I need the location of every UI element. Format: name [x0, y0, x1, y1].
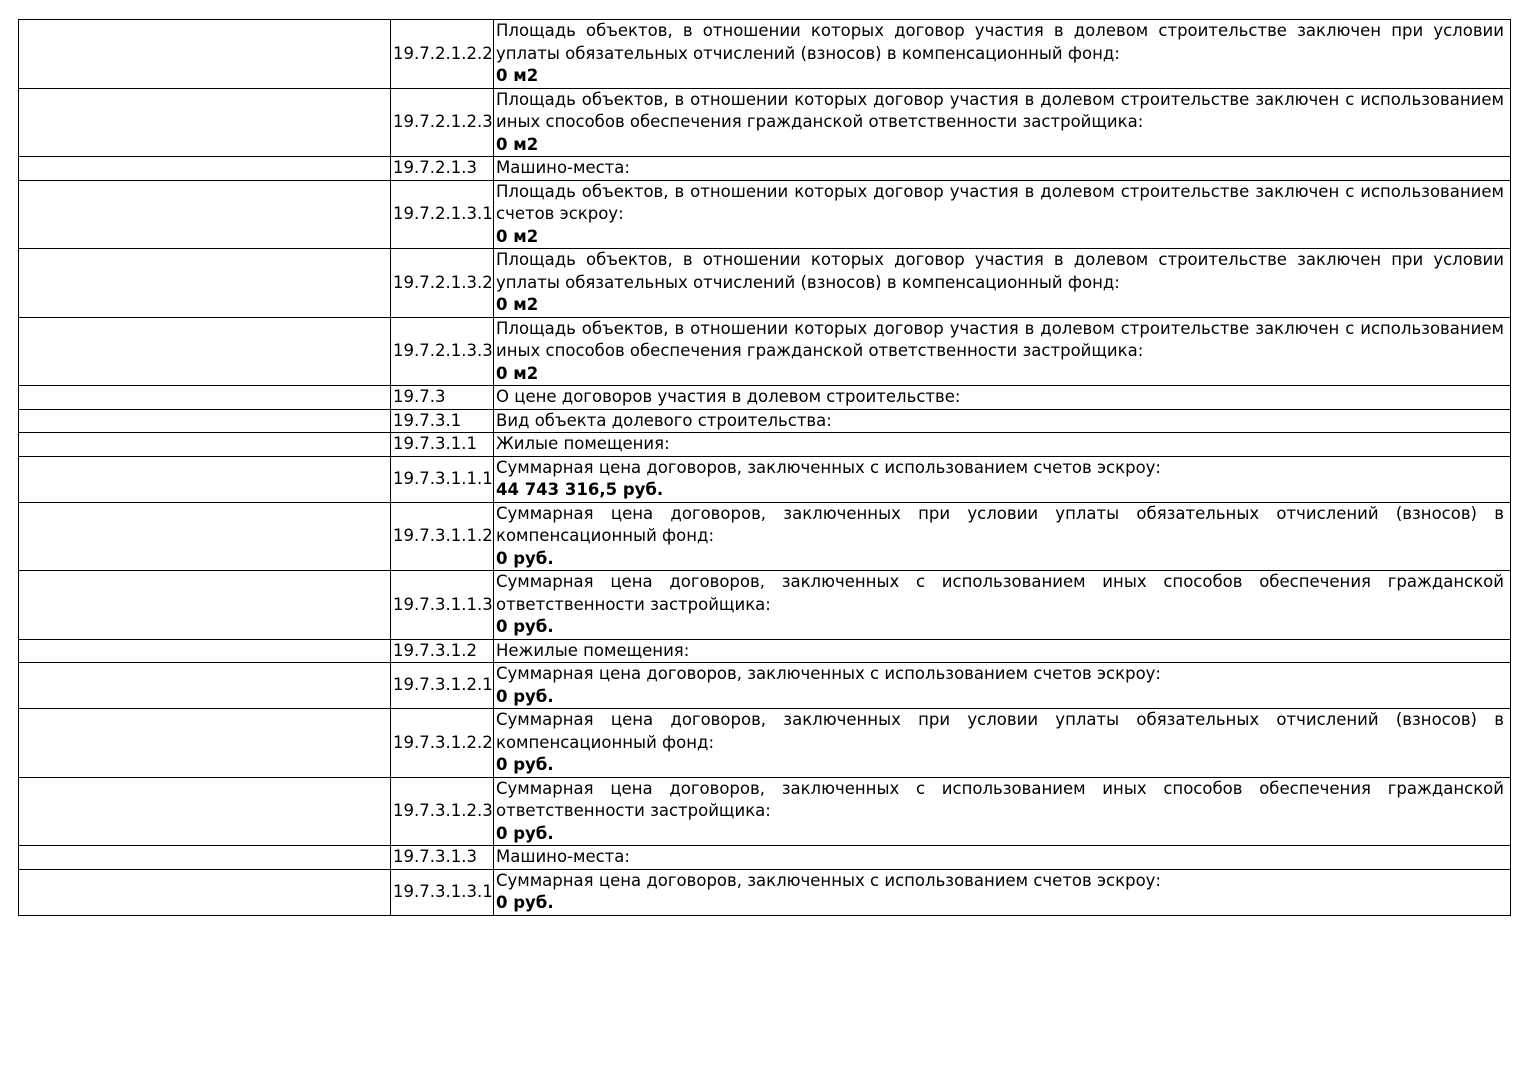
table-row [19, 180, 1511, 249]
table-row [19, 20, 1511, 89]
item-code: 19.7.3.1.3.1 [391, 869, 494, 915]
item-code: 19.7.2.1.2.2 [391, 20, 494, 89]
item-label: Суммарная цена договоров, заключенных при условии уплаты обязательных отчислений (взносов) в компенсационный фонд: [496, 710, 1504, 752]
item-code: 19.7.3.1.1.1 [391, 456, 494, 502]
empty-cell [19, 180, 391, 249]
document-page [18, 19, 1511, 916]
item-code: 19.7.3 [391, 386, 494, 410]
item-label: Вид объекта долевого строительства: [496, 410, 832, 430]
table-row [19, 88, 1511, 157]
table-row [19, 317, 1511, 386]
table-row [19, 157, 1511, 181]
empty-cell [19, 869, 391, 915]
item-code: 19.7.3.1.1.3 [391, 571, 494, 640]
item-value: 0 руб. [496, 686, 554, 706]
item-code: 19.7.3.1.1.2 [391, 502, 494, 571]
item-description-cell [494, 180, 1511, 249]
item-description-cell [494, 777, 1511, 846]
item-label: Площадь объектов, в отношении которых договор участия в долевом строительстве заключен при условии уплаты обязательных отчислений (взносов) в компенсационный фонд: [496, 21, 1504, 63]
item-description-cell [494, 409, 1511, 433]
item-label: Площадь объектов, в отношении которых договор участия в долевом строительстве заключен при условии уплаты обязательных отчислений (взносов) в компенсационный фонд: [496, 250, 1504, 292]
info-table-body [19, 20, 1511, 916]
item-description-cell [494, 502, 1511, 571]
table-row [19, 709, 1511, 778]
empty-cell [19, 249, 391, 318]
item-value: 0 м2 [496, 295, 539, 314]
item-code: 19.7.3.1.3 [391, 846, 494, 870]
item-value: 0 руб. [496, 548, 554, 568]
item-value: 0 руб. [496, 893, 554, 912]
item-label: Нежилые помещения: [496, 640, 690, 660]
item-code: 19.7.3.1 [391, 409, 494, 433]
empty-cell [19, 157, 391, 181]
empty-cell [19, 846, 391, 870]
empty-cell [19, 663, 391, 709]
item-label: Суммарная цена договоров, заключенных с использованием счетов эскроу: [496, 457, 1161, 477]
item-code: 19.7.2.1.2.3 [391, 88, 494, 157]
item-label: Машино-места: [496, 158, 630, 177]
item-description-cell [494, 433, 1511, 457]
item-code: 19.7.2.1.3 [391, 157, 494, 181]
item-description-cell [494, 663, 1511, 709]
empty-cell [19, 502, 391, 571]
item-value: 44 743 316,5 руб. [496, 480, 664, 499]
item-value: 0 руб. [496, 617, 554, 636]
item-label: О цене договоров участия в долевом строительстве: [496, 387, 961, 406]
empty-cell [19, 639, 391, 663]
empty-cell [19, 409, 391, 433]
item-code: 19.7.3.1.2.1 [391, 663, 494, 709]
item-label: Суммарная цена договоров, заключенных с использованием счетов эскроу: [496, 664, 1161, 683]
item-value: 0 руб. [496, 755, 554, 774]
item-label: Площадь объектов, в отношении которых договор участия в долевом строительстве заключен с использованием иных способов обеспечения гражданской ответственности застройщика: [496, 318, 1504, 360]
item-label: Площадь объектов, в отношении которых договор участия в долевом строительстве заключен с использованием счетов эскроу: [496, 181, 1504, 223]
item-description-cell [494, 846, 1511, 870]
item-label: Суммарная цена договоров, заключенных при условии уплаты обязательных отчислений (взносов) в компенсационный фонд: [496, 503, 1504, 545]
item-description-cell [494, 571, 1511, 640]
info-table [18, 19, 1511, 916]
table-row [19, 571, 1511, 640]
item-label: Жилые помещения: [496, 434, 670, 453]
empty-cell [19, 317, 391, 386]
item-description-cell [494, 157, 1511, 181]
item-code: 19.7.2.1.3.2 [391, 249, 494, 318]
item-code: 19.7.3.1.2 [391, 639, 494, 663]
item-value: 0 руб. [496, 823, 554, 843]
item-value: 0 м2 [496, 66, 539, 85]
item-label: Машино-места: [496, 847, 630, 866]
item-label: Суммарная цена договоров, заключенных с использованием иных способов обеспечения гражданской ответственности застройщика: [496, 572, 1504, 614]
table-row [19, 639, 1511, 663]
item-label: Суммарная цена договоров, заключенных с использованием иных способов обеспечения гражданской ответственности застройщика: [496, 778, 1504, 820]
table-row [19, 869, 1511, 915]
empty-cell [19, 777, 391, 846]
table-row [19, 249, 1511, 318]
table-row [19, 386, 1511, 410]
item-description-cell [494, 639, 1511, 663]
item-code: 19.7.3.1.2.2 [391, 709, 494, 778]
item-code: 19.7.2.1.3.1 [391, 180, 494, 249]
item-description-cell [494, 456, 1511, 502]
item-code: 19.7.3.1.2.3 [391, 777, 494, 846]
empty-cell [19, 88, 391, 157]
item-description-cell [494, 709, 1511, 778]
item-description-cell [494, 386, 1511, 410]
table-row [19, 502, 1511, 571]
item-value: 0 м2 [496, 134, 539, 154]
table-row [19, 409, 1511, 433]
item-label: Суммарная цена договоров, заключенных с использованием счетов эскроу: [496, 870, 1161, 890]
item-code: 19.7.2.1.3.3 [391, 317, 494, 386]
table-row [19, 777, 1511, 846]
item-description-cell [494, 88, 1511, 157]
item-description-cell [494, 20, 1511, 89]
table-row [19, 663, 1511, 709]
empty-cell [19, 433, 391, 457]
item-value: 0 м2 [496, 226, 539, 246]
item-description-cell [494, 249, 1511, 318]
table-row [19, 456, 1511, 502]
item-description-cell [494, 317, 1511, 386]
empty-cell [19, 386, 391, 410]
empty-cell [19, 20, 391, 89]
item-code: 19.7.3.1.1 [391, 433, 494, 457]
item-label: Площадь объектов, в отношении которых договор участия в долевом строительстве заключен с использованием иных способов обеспечения гражданской ответственности застройщика: [496, 89, 1504, 131]
item-description-cell [494, 869, 1511, 915]
empty-cell [19, 709, 391, 778]
empty-cell [19, 571, 391, 640]
empty-cell [19, 456, 391, 502]
item-value: 0 м2 [496, 363, 539, 383]
table-row [19, 433, 1511, 457]
table-row [19, 846, 1511, 870]
